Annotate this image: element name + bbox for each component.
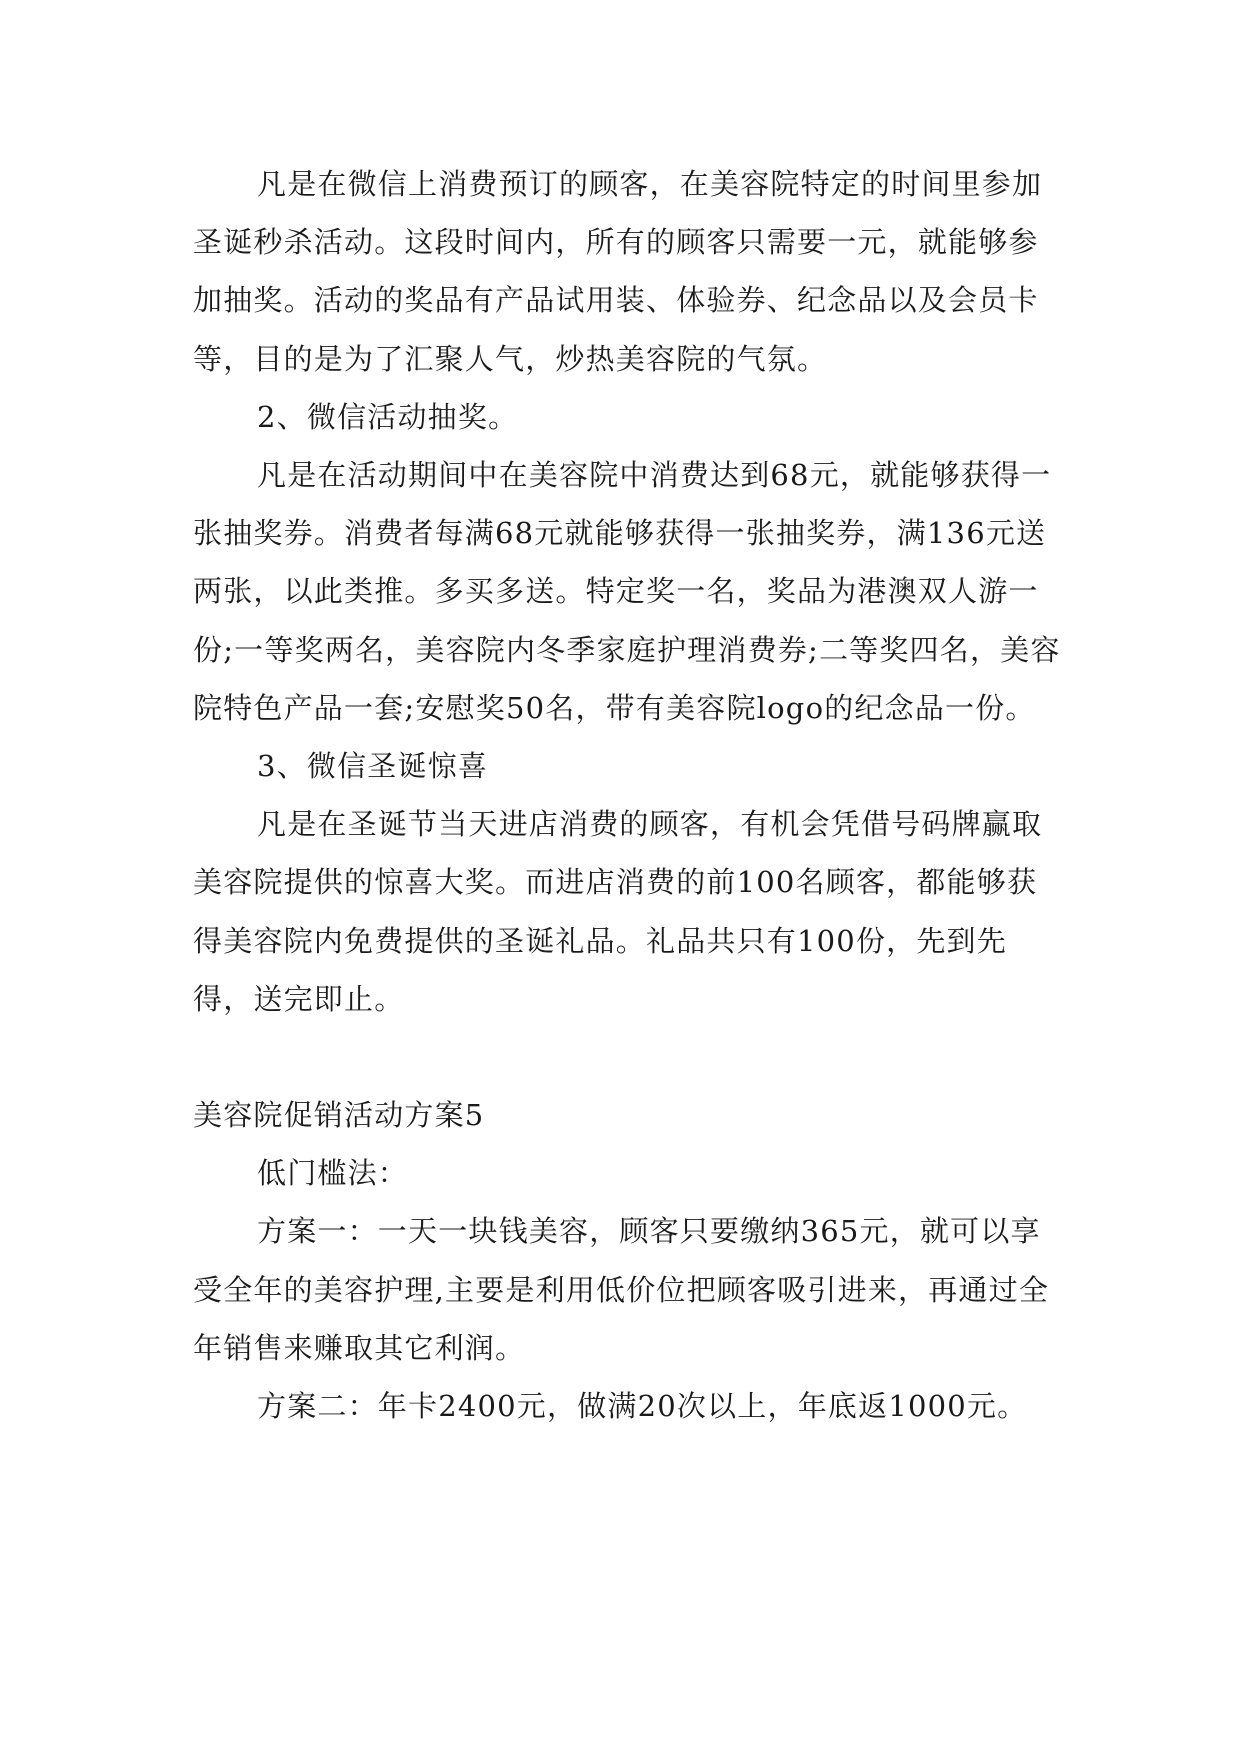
section-title: 美容院促销活动方案5: [193, 1098, 485, 1133]
item-heading-3: 3、微信圣诞惊喜: [257, 749, 489, 784]
paragraph-plan-two: 方案二：年卡2400元，做满20次以上，年底返1000元。: [257, 1389, 1028, 1424]
paragraph-christmas-surprise: 凡是在圣诞节当天进店消费的顾客，有机会凭借号码牌赢取美容院提供的惊喜大奖。而进店消费的前100名顾客，都能够获得美容院内免费提供的圣诞礼品。礼品共只有100份，先到先得，送完即止。: [193, 807, 1043, 1016]
item-heading-2: 2、微信活动抽奖。: [257, 399, 519, 434]
paragraph-christmas-flash-sale: 凡是在微信上消费预订的顾客，在美容院特定的时间里参加圣诞秒杀活动。这段时间内，所有的顾客只需要一元，就能够参加抽奖。活动的奖品有产品试用装、体验券、纪念品以及会员卡等，目的是为了汇聚人气，炒热美容院的气氛。: [193, 167, 1043, 376]
paragraph-lottery: 凡是在活动期间中在美容院中消费达到68元，就能够获得一张抽奖券。消费者每满68元就能够获得一张抽奖券，满136元送两张，以此类推。多买多送。特定奖一名，奖品为港澳双人游一份;一等奖两名，美容院内冬季家庭护理消费券;二等奖四名，美容院特色产品一套;安慰奖50名，带有美容院logo的纪念品一份。: [193, 458, 1061, 725]
paragraph-plan-one: 方案一：一天一块钱美容，顾客只要缴纳365元，就可以享受全年的美容护理,主要是利用低价位把顾客吸引进来，再通过全年销售来赚取其它利润。: [193, 1214, 1050, 1365]
document-body: [193, 155, 1063, 1435]
subheading-low-threshold: 低门槛法：: [257, 1156, 409, 1191]
section-spacer: [193, 1028, 1063, 1086]
